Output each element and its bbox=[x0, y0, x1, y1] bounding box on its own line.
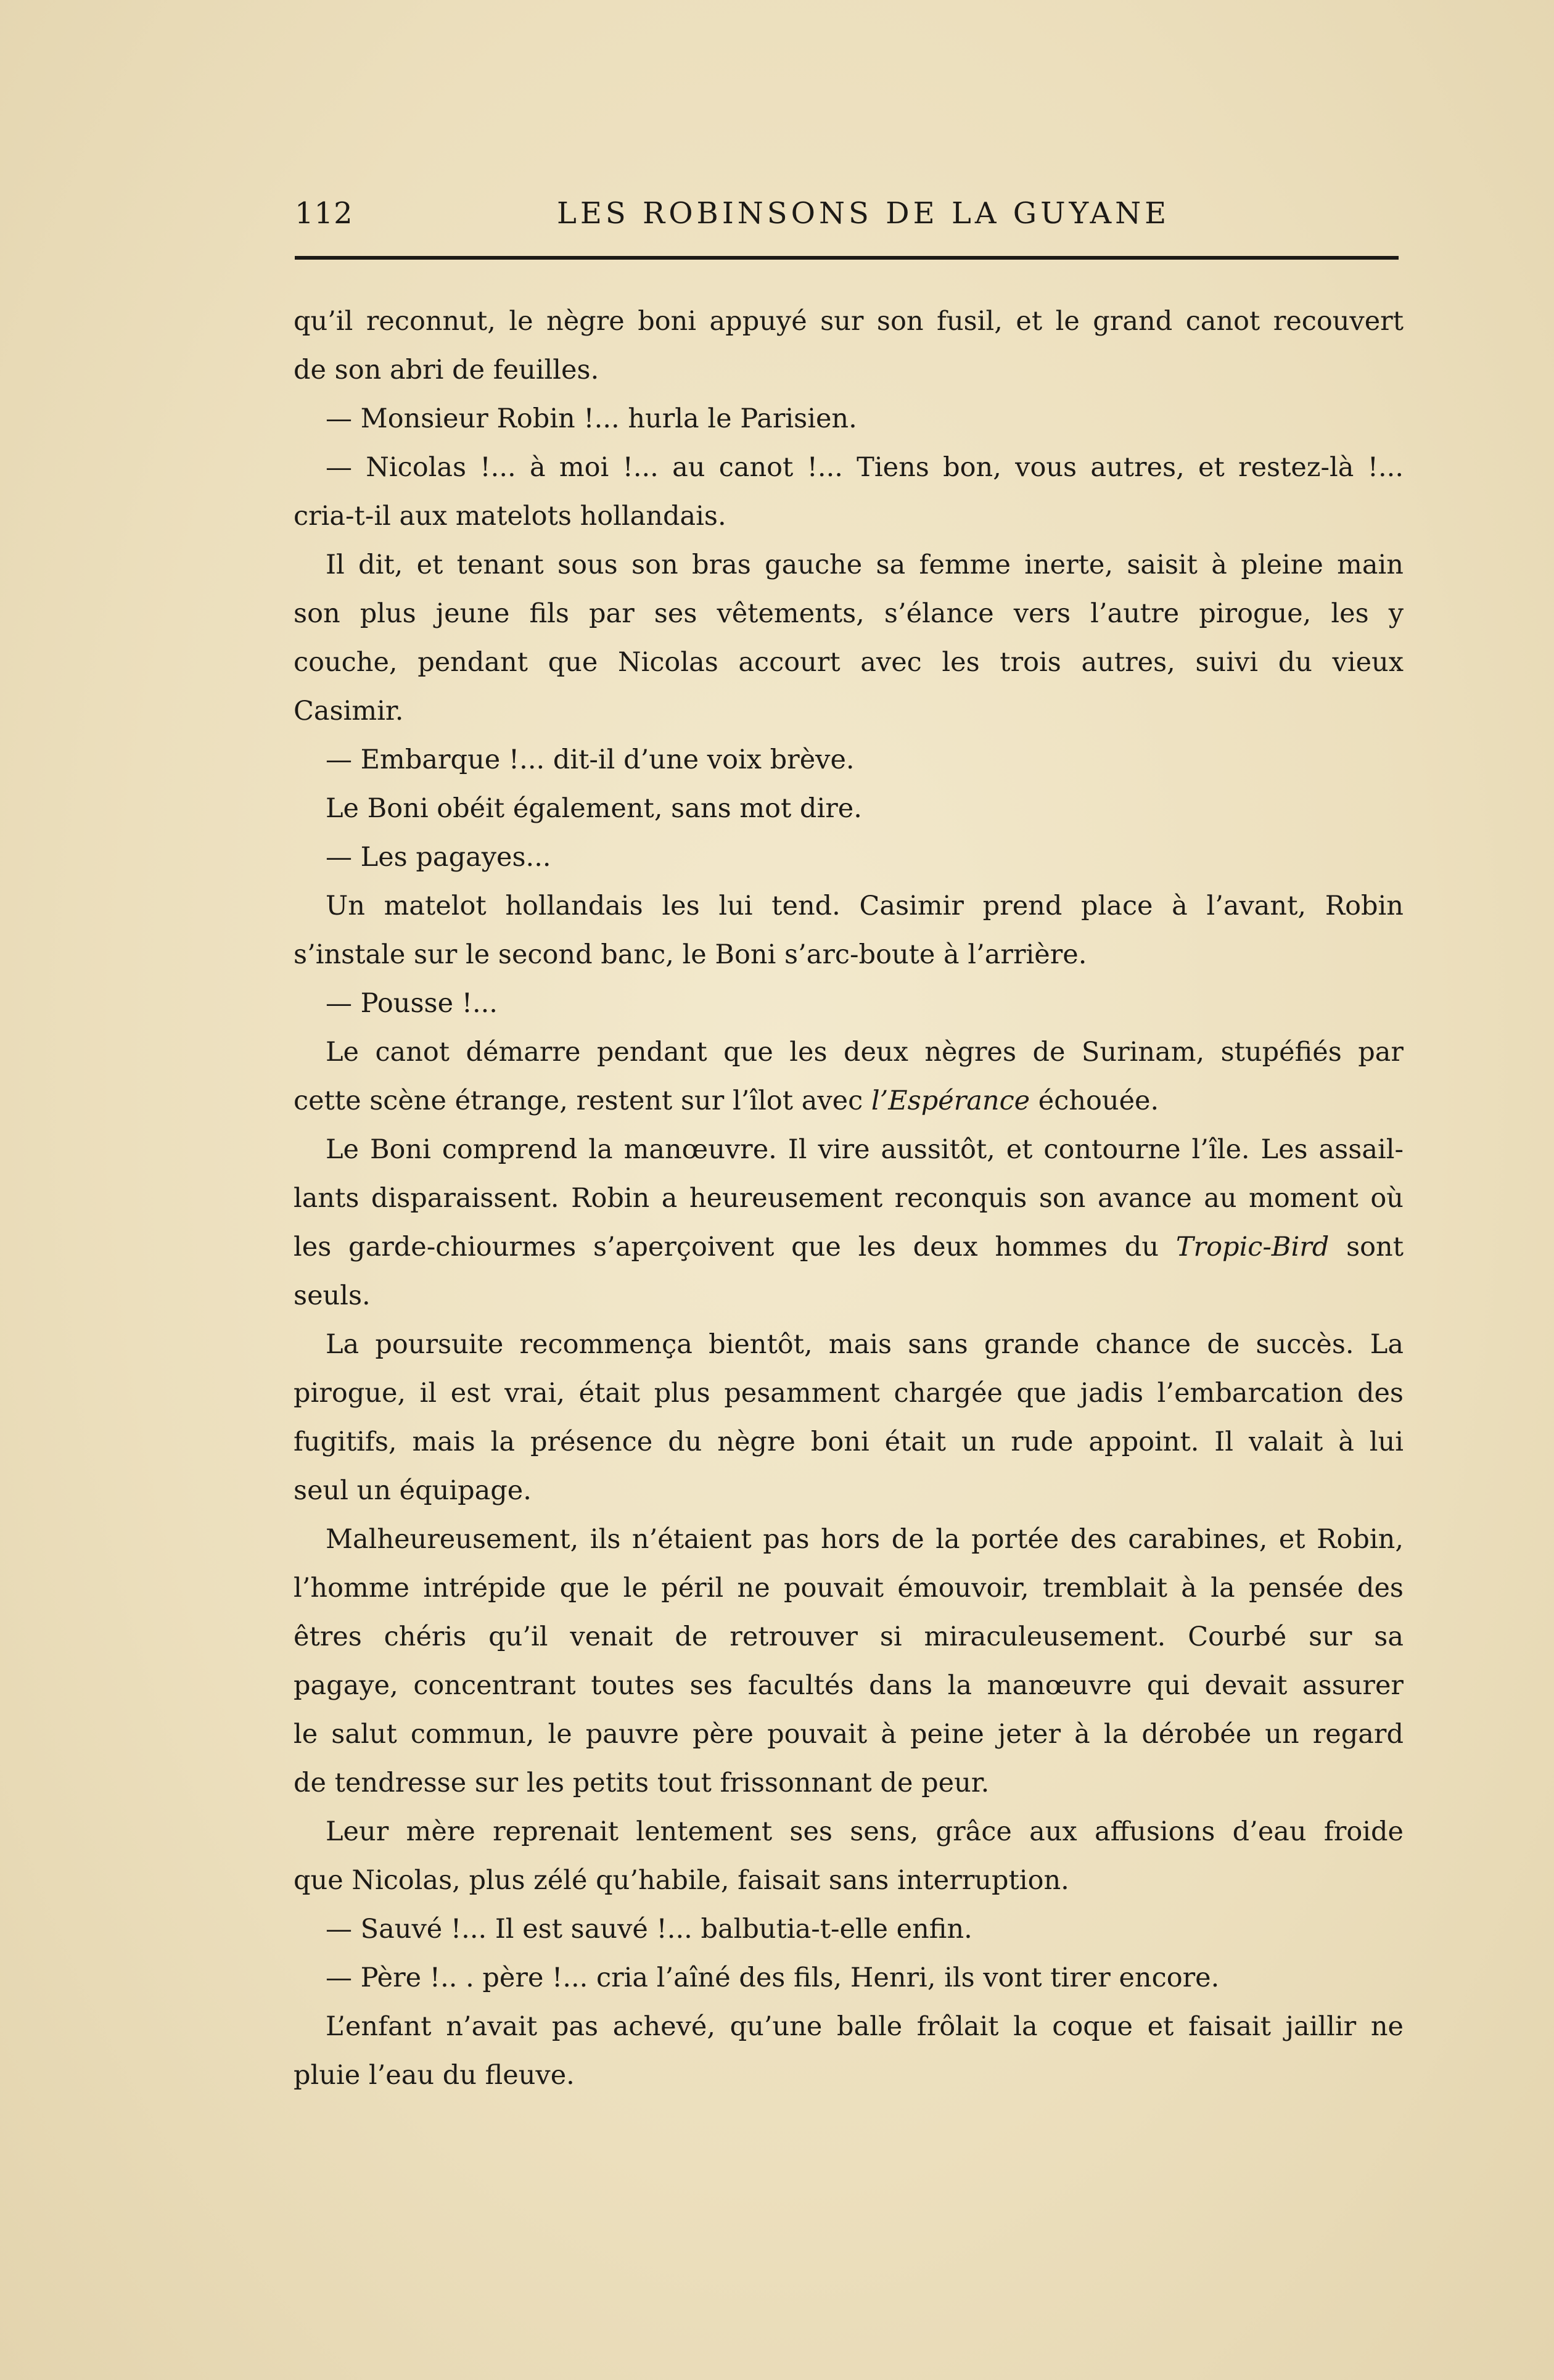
text-line: Malheureusement, ils n’étaient pas hors de la portée des carabines, et Robin, bbox=[326, 1524, 1404, 1555]
text-line: Il dit, et tenant sous son bras gauche sa femme inerte, saisit à pleine main bbox=[326, 550, 1404, 580]
text-line: qu’il reconnut, le nègre boni appuyé sur son fusil, et le grand canot recouvert bbox=[294, 306, 1404, 337]
text-line: — Les pagayes... bbox=[326, 842, 551, 873]
text-line: êtres chéris qu’il venait de retrouver si miraculeusement. Courbé sur sa bbox=[294, 1621, 1404, 1652]
text-line: — Sauvé !... Il est sauvé !... balbutia-t-elle enfin. bbox=[326, 1914, 972, 1945]
running-title: LES ROBINSONS DE LA GUYANE bbox=[557, 196, 1170, 231]
text-line: seuls. bbox=[294, 1280, 371, 1311]
text-line: l’homme intrépide que le péril ne pouvait émouvoir, tremblait à la pensée des bbox=[294, 1573, 1404, 1604]
text-line: que Nicolas, plus zélé qu’habile, faisait sans interruption. bbox=[294, 1865, 1069, 1896]
page-number: 112 bbox=[295, 196, 353, 231]
text-line: — Nicolas !... à moi !... au canot !... Tiens bon, vous autres, et restez-là !... bbox=[326, 452, 1404, 483]
text-line: — Père !.. . père !... cria l’aîné des fils, Henri, ils vont tirer encore. bbox=[326, 1962, 1220, 1993]
text-line: de tendresse sur les petits tout frissonnant de peur. bbox=[294, 1768, 990, 1798]
text-line: le salut commun, le pauvre père pouvait à peine jeter à la dérobée un regard bbox=[294, 1719, 1404, 1750]
text-line: pluie l’eau du fleuve. bbox=[294, 2060, 575, 2091]
text-line: fugitifs, mais la présence du nègre boni était un rude appoint. Il valait à lui bbox=[294, 1427, 1404, 1457]
text-line: L’enfant n’avait pas achevé, qu’une balle frôlait la coque et faisait jaillir ne bbox=[326, 2011, 1404, 2042]
text-line: Un matelot hollandais les lui tend. Casimir prend place à l’avant, Robin bbox=[326, 891, 1404, 921]
text-line: Le canot démarre pendant que les deux nègres de Surinam, stupéfiés par bbox=[326, 1037, 1404, 1068]
text-line: La poursuite recommença bientôt, mais sans grande chance de succès. La bbox=[326, 1329, 1404, 1360]
text-line: Le Boni comprend la manœuvre. Il vire aussitôt, et contourne l’île. Les assail- bbox=[326, 1134, 1404, 1165]
text-line: son plus jeune fils par ses vêtements, s’élance vers l’autre pirogue, les y bbox=[294, 598, 1404, 629]
text-line: Casimir. bbox=[294, 696, 404, 727]
text-line: couche, pendant que Nicolas accourt avec les trois autres, suivi du vieux bbox=[294, 647, 1404, 678]
text-line: les garde-chiourmes s’aperçoivent que les deux hommes du Tropic-Bird sont bbox=[294, 1232, 1404, 1262]
body-text bbox=[294, 297, 1404, 2100]
running-head bbox=[295, 196, 1399, 236]
text-line: — Pousse !... bbox=[326, 988, 498, 1019]
text-line: — Monsieur Robin !... hurla le Parisien. bbox=[326, 403, 857, 434]
text-line: de son abri de feuilles. bbox=[294, 355, 599, 385]
text-line: pirogue, il est vrai, était plus pesamment chargée que jadis l’embarcation des bbox=[294, 1378, 1404, 1409]
text-line: pagaye, concentrant toutes ses facultés dans la manœuvre qui devait assurer bbox=[294, 1670, 1404, 1701]
text-line: seul un équipage. bbox=[294, 1475, 532, 1506]
text-line: Le Boni obéit également, sans mot dire. bbox=[326, 793, 862, 824]
header-rule bbox=[295, 256, 1399, 260]
text-line: lants disparaissent. Robin a heureusement reconquis son avance au moment où bbox=[294, 1183, 1404, 1214]
text-line: cria-t-il aux matelots hollandais. bbox=[294, 501, 726, 532]
text-line: cette scène étrange, restent sur l’îlot avec l’Espérance échouée. bbox=[294, 1085, 1159, 1116]
text-line: Leur mère reprenait lentement ses sens, grâce aux affusions d’eau froide bbox=[326, 1816, 1404, 1847]
text-line: — Embarque !... dit-il d’une voix brève. bbox=[326, 744, 855, 775]
text-line: s’instale sur le second banc, le Boni s’arc-boute à l’arrière. bbox=[294, 939, 1087, 970]
